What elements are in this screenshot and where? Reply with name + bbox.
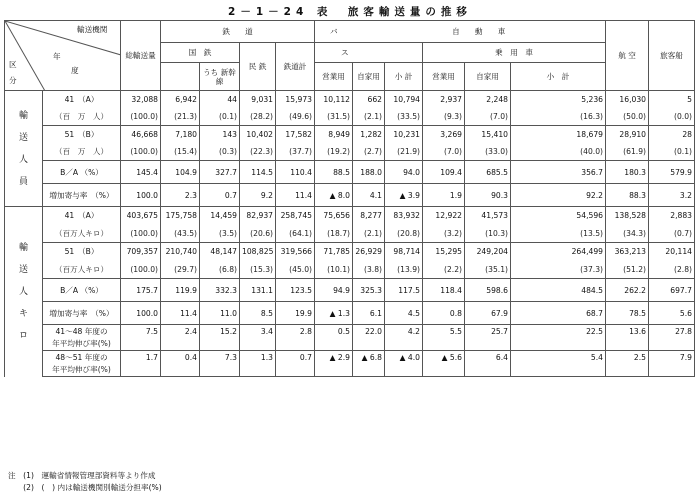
table-cell-value: 68.7 (511, 302, 606, 325)
table-cell-share: (2.7) (353, 144, 385, 161)
row-label: 41 （A） (43, 91, 121, 109)
table-cell-value: 22.5 (511, 325, 606, 338)
table-cell-value: 356.7 (511, 161, 606, 184)
table-cell-value: 9,031 (240, 91, 276, 109)
table-cell-value: 15,295 (423, 243, 465, 261)
table-cell-value: 2.5 (606, 351, 649, 364)
table-cell-share: (34.3) (606, 225, 649, 243)
table-cell-value: 2.4 (161, 325, 200, 338)
table-cell-value: 25.7 (465, 325, 511, 338)
table-cell-value: 10,112 (315, 91, 353, 109)
table-cell-value: 5.5 (423, 325, 465, 338)
header-passenger-car: 乗 用 車 (423, 43, 606, 63)
header-rail-group: 鉄 道 (161, 21, 315, 43)
table-cell-share (353, 338, 385, 351)
table-cell-value: 123.5 (276, 279, 315, 302)
note-line: (2) ( ) 内は輸送機関別輸送分担率(%) (8, 483, 162, 492)
table-cell-value: 18,679 (511, 126, 606, 144)
table-cell-share (276, 364, 315, 377)
table-cell-share: (3.5) (200, 225, 240, 243)
table-cell-value: 22.0 (353, 325, 385, 338)
table-cell-value: 5.4 (511, 351, 606, 364)
table-cell-value: 108,825 (240, 243, 276, 261)
table-cell-value: 685.5 (465, 161, 511, 184)
table-cell-value: 9.2 (240, 184, 276, 207)
table-cell-share: (45.0) (276, 261, 315, 279)
table-cell-share: (28.2) (240, 109, 276, 126)
table-cell-share: (33.0) (465, 144, 511, 161)
table-row (5, 279, 695, 302)
table-cell-value: 188.0 (353, 161, 385, 184)
table-cell-value: 44 (200, 91, 240, 109)
table-cell-value: 175,758 (161, 207, 200, 225)
table-cell-share: (2.1) (353, 109, 385, 126)
table-cell-value: 258,745 (276, 207, 315, 225)
group-label-char: キ (18, 308, 28, 319)
table-cell-value: 54,596 (511, 207, 606, 225)
table-row (5, 126, 695, 144)
header-bus-commercial: 営業用 (315, 63, 353, 91)
table-cell-value: 117.5 (385, 279, 423, 302)
table-cell-value: 2.3 (161, 184, 200, 207)
table-cell-share (465, 338, 511, 351)
corner-year-label-1: 年 (53, 52, 61, 61)
table-cell-value: 28 (649, 126, 695, 144)
table-cell-share: (100.0) (121, 144, 161, 161)
row-label: 増加寄与率 （%） (43, 302, 121, 325)
table-cell-share (121, 364, 161, 377)
table-cell-share: (2.8) (649, 261, 695, 279)
table-cell-share: (51.2) (606, 261, 649, 279)
table-cell-share: (10.1) (315, 261, 353, 279)
table-cell-value: 403,675 (121, 207, 161, 225)
table-cell-share (511, 364, 606, 377)
table-cell-value: 1.7 (121, 351, 161, 364)
table-cell-value: 325.3 (353, 279, 385, 302)
table-cell-share (240, 338, 276, 351)
table-cell-share (649, 364, 695, 377)
table-cell-share (161, 338, 200, 351)
table-cell-value: 5,236 (511, 91, 606, 109)
table-cell-share: (19.2) (315, 144, 353, 161)
row-sublabel: （百万人キロ） (43, 225, 121, 243)
table-cell-share: (20.8) (385, 225, 423, 243)
table-row (5, 325, 695, 338)
table-cell-share: (61.9) (606, 144, 649, 161)
table-cell-value: 67.9 (465, 302, 511, 325)
row-sublabel: （百 万 人） (43, 109, 121, 126)
table-cell-share: (15.3) (240, 261, 276, 279)
table-cell-value: 6.4 (465, 351, 511, 364)
table-cell-value: ▲ 8.0 (315, 184, 353, 207)
table-cell-value: 2,883 (649, 207, 695, 225)
table-cell-value: 88.5 (315, 161, 353, 184)
header-bus: ス (315, 43, 423, 63)
table-cell-share (240, 364, 276, 377)
table-row-share (5, 109, 695, 126)
table-cell-value: 2,248 (465, 91, 511, 109)
header-ship: 旅客船 (649, 21, 695, 91)
table-row-share (5, 225, 695, 243)
table-cell-share: (37.7) (276, 144, 315, 161)
table-cell-value: 7.5 (121, 325, 161, 338)
table-cell-value: 3,269 (423, 126, 465, 144)
table-cell-value: 28,910 (606, 126, 649, 144)
table-cell-value: 138,528 (606, 207, 649, 225)
table-cell-share: (64.1) (276, 225, 315, 243)
table-cell-value: 94.9 (315, 279, 353, 302)
table-cell-value: 4.5 (385, 302, 423, 325)
table-cell-value: 6.1 (353, 302, 385, 325)
table-row-share (5, 364, 695, 377)
header-bus-top: バ (315, 21, 353, 43)
group-label-char: 員 (18, 176, 28, 187)
table-cell-share (121, 338, 161, 351)
table-cell-share: (31.5) (315, 109, 353, 126)
table-row-share (5, 261, 695, 279)
table-cell-value: 180.3 (606, 161, 649, 184)
table-cell-value: 7.3 (200, 351, 240, 364)
notes (8, 470, 162, 494)
table-row-share (5, 338, 695, 351)
table-cell-value: 662 (353, 91, 385, 109)
table-cell-value: 48,147 (200, 243, 240, 261)
table-cell-value: 92.2 (511, 184, 606, 207)
table-cell-share: (0.3) (200, 144, 240, 161)
table-cell-value: 4.2 (385, 325, 423, 338)
table-cell-share: (15.4) (161, 144, 200, 161)
table-cell-share: (3.2) (423, 225, 465, 243)
corner-year-label-2: 度 (71, 66, 79, 75)
table-cell-share: (2.1) (353, 225, 385, 243)
table-cell-value: 11.4 (161, 302, 200, 325)
table-cell-value: 8.5 (240, 302, 276, 325)
table-cell-value: 8,277 (353, 207, 385, 225)
table-cell-share: (0.1) (649, 144, 695, 161)
table-cell-value: 319,566 (276, 243, 315, 261)
table-cell-share: (21.3) (161, 109, 200, 126)
table-cell-share (385, 338, 423, 351)
table-cell-share (649, 338, 695, 351)
table-row-share (5, 144, 695, 161)
table-cell-value: 7,180 (161, 126, 200, 144)
table-cell-value: 78.5 (606, 302, 649, 325)
row-sublabel: 年平均伸び率(%) (43, 364, 121, 377)
row-label: 48～51 年度の (43, 351, 121, 364)
table-cell-share (315, 338, 353, 351)
table-cell-value: 363,213 (606, 243, 649, 261)
table-cell-value: 100.0 (121, 184, 161, 207)
corner-category-label-2: 分 (9, 76, 17, 85)
table-cell-value: 1.3 (240, 351, 276, 364)
group-label-char: 送 (18, 132, 28, 143)
table-cell-value: 3.4 (240, 325, 276, 338)
table-cell-value: 145.4 (121, 161, 161, 184)
table-cell-share: (2.2) (423, 261, 465, 279)
table-cell-share (423, 364, 465, 377)
table-row (5, 207, 695, 225)
table-cell-value: 114.5 (240, 161, 276, 184)
header-air: 航 空 (606, 21, 649, 91)
table-cell-value: 88.3 (606, 184, 649, 207)
table-cell-value: 41,573 (465, 207, 511, 225)
table-cell-share: (10.3) (465, 225, 511, 243)
table-cell-value: 75,656 (315, 207, 353, 225)
table-cell-value: 119.9 (161, 279, 200, 302)
table-cell-share: (6.8) (200, 261, 240, 279)
header-pc-commercial: 営業用 (423, 63, 465, 91)
group-label-char: 輸 (18, 110, 28, 121)
table-cell-value: 131.1 (240, 279, 276, 302)
table-cell-share: (37.3) (511, 261, 606, 279)
table-cell-share (385, 364, 423, 377)
table-cell-value: ▲ 5.6 (423, 351, 465, 364)
table-cell-share (200, 364, 240, 377)
header-bus-subtotal: 小 計 (385, 63, 423, 91)
table-cell-value: 10,402 (240, 126, 276, 144)
corner-transport-label: 輸送機関 (77, 25, 108, 34)
passenger-transport-table (4, 20, 695, 377)
table-cell-value: 109.4 (423, 161, 465, 184)
table-cell-value: 2,937 (423, 91, 465, 109)
header-shinkansen: うち 新幹線 (200, 63, 240, 91)
row-label: 増加寄与率 （%） (43, 184, 121, 207)
table-cell-share: (13.9) (385, 261, 423, 279)
table-cell-value: 1,282 (353, 126, 385, 144)
table-cell-share: (7.0) (423, 144, 465, 161)
table-cell-share (423, 338, 465, 351)
header-kokutetsu-blank (161, 63, 200, 91)
table-cell-value: 264,499 (511, 243, 606, 261)
table-cell-value: 332.3 (200, 279, 240, 302)
row-sublabel: （百 万 人） (43, 144, 121, 161)
table-cell-share: (49.6) (276, 109, 315, 126)
table-cell-share: (100.0) (121, 261, 161, 279)
row-label: 51 （B） (43, 126, 121, 144)
group-label-char: 人 (18, 286, 28, 297)
table-cell-share: (20.6) (240, 225, 276, 243)
table-cell-share (200, 338, 240, 351)
row-label: 41～48 年度の (43, 325, 121, 338)
table-cell-share: (50.0) (606, 109, 649, 126)
note-line: 注 (1) 運輸省情報管理部資料等より作成 (8, 471, 156, 480)
table-cell-share (353, 364, 385, 377)
table-row (5, 184, 695, 207)
table-cell-value: 10,794 (385, 91, 423, 109)
table-cell-value: 0.7 (276, 351, 315, 364)
row-sublabel: （百万人キロ） (43, 261, 121, 279)
table-cell-value: 10,231 (385, 126, 423, 144)
table-cell-share (161, 364, 200, 377)
table-cell-value: 1.9 (423, 184, 465, 207)
group-label-person-km (5, 207, 43, 377)
table-cell-share: (0.1) (200, 109, 240, 126)
table-cell-value: 12,922 (423, 207, 465, 225)
table-cell-share (606, 364, 649, 377)
header-bus-private: 自家用 (353, 63, 385, 91)
table-cell-share: (18.7) (315, 225, 353, 243)
table-cell-share (315, 364, 353, 377)
table-cell-value: ▲ 1.3 (315, 302, 353, 325)
table-cell-value: 104.9 (161, 161, 200, 184)
table-cell-value: 46,668 (121, 126, 161, 144)
table-cell-share (606, 338, 649, 351)
table-cell-share: (13.5) (511, 225, 606, 243)
table-cell-share (465, 364, 511, 377)
table-cell-value: 175.7 (121, 279, 161, 302)
row-label: 41 （A） (43, 207, 121, 225)
group-label-char: ロ (18, 330, 28, 341)
table-cell-share (276, 338, 315, 351)
table-cell-value: 15,973 (276, 91, 315, 109)
group-label-persons (5, 91, 43, 207)
table-cell-value: 249,204 (465, 243, 511, 261)
table-cell-share: (21.9) (385, 144, 423, 161)
table-cell-share: (0.7) (649, 225, 695, 243)
table-cell-value: 94.0 (385, 161, 423, 184)
table-cell-value: 98,714 (385, 243, 423, 261)
table-cell-value: 110.4 (276, 161, 315, 184)
table-cell-value: 20,114 (649, 243, 695, 261)
table-cell-value: 11.0 (200, 302, 240, 325)
table-cell-share: (100.0) (121, 109, 161, 126)
table-cell-value: 697.7 (649, 279, 695, 302)
group-label-char: 人 (18, 154, 28, 165)
table-row (5, 91, 695, 109)
table-title: 2－1－24 表 旅客輸送量の推移 (228, 6, 472, 18)
table-cell-value: 327.7 (200, 161, 240, 184)
table-cell-value: ▲ 2.9 (315, 351, 353, 364)
table-cell-value: 100.0 (121, 302, 161, 325)
table-cell-share: (100.0) (121, 225, 161, 243)
table-cell-value: 17,582 (276, 126, 315, 144)
table-cell-value: 90.3 (465, 184, 511, 207)
table-cell-share: (0.0) (649, 109, 695, 126)
table-cell-value: 118.4 (423, 279, 465, 302)
header-kokutetsu: 国 鉄 (161, 43, 240, 63)
table-cell-value: 11.4 (276, 184, 315, 207)
table-cell-value: 262.2 (606, 279, 649, 302)
header-mintetsu: 民 鉄 (240, 43, 276, 91)
table-cell-share: (9.3) (423, 109, 465, 126)
table-cell-value: 709,357 (121, 243, 161, 261)
table-body (5, 91, 695, 377)
table-cell-value: 82,937 (240, 207, 276, 225)
table-cell-value: 5 (649, 91, 695, 109)
table-cell-value: ▲ 6.8 (353, 351, 385, 364)
table-row (5, 302, 695, 325)
row-label: 51 （B） (43, 243, 121, 261)
table-cell-value: 7.9 (649, 351, 695, 364)
table-row (5, 351, 695, 364)
row-sublabel: 年平均伸び率(%) (43, 338, 121, 351)
header-pc-private: 自家用 (465, 63, 511, 91)
table-cell-value: 4.1 (353, 184, 385, 207)
header-total: 総輸送量 (121, 21, 161, 91)
row-label: B／A （%） (43, 279, 121, 302)
table-cell-share: (7.0) (465, 109, 511, 126)
table-cell-value: 484.5 (511, 279, 606, 302)
table-cell-value: 0.4 (161, 351, 200, 364)
table-cell-value: 19.9 (276, 302, 315, 325)
table-row (5, 243, 695, 261)
table-cell-value: 71,785 (315, 243, 353, 261)
table-cell-value: 0.8 (423, 302, 465, 325)
table-cell-value: 210,740 (161, 243, 200, 261)
table-cell-value: 15.2 (200, 325, 240, 338)
table-cell-share: (29.7) (161, 261, 200, 279)
table-cell-value: 16,030 (606, 91, 649, 109)
table-cell-value: 26,929 (353, 243, 385, 261)
table-cell-share: (43.5) (161, 225, 200, 243)
table-cell-share: (35.1) (465, 261, 511, 279)
table-cell-value: ▲ 3.9 (385, 184, 423, 207)
table-cell-share: (22.3) (240, 144, 276, 161)
group-label-char: 輸 (18, 242, 28, 253)
header-pc-subtotal: 小 計 (511, 63, 606, 91)
corner-category-label-1: 区 (9, 60, 17, 69)
table-cell-share: (33.5) (385, 109, 423, 126)
table-cell-value: 27.8 (649, 325, 695, 338)
header-rail-total: 鉄道計 (276, 43, 315, 91)
table-cell-value: 32,088 (121, 91, 161, 109)
table-cell-value: 579.9 (649, 161, 695, 184)
header-car-group: 自 動 車 (353, 21, 606, 43)
table-cell-value: ▲ 4.0 (385, 351, 423, 364)
table-cell-value: 83,932 (385, 207, 423, 225)
table-cell-value: 2.8 (276, 325, 315, 338)
table-cell-value: 15,410 (465, 126, 511, 144)
table-cell-value: 0.7 (200, 184, 240, 207)
table-cell-value: 14,459 (200, 207, 240, 225)
table-cell-value: 13.6 (606, 325, 649, 338)
table-row (5, 161, 695, 184)
table-cell-value: 143 (200, 126, 240, 144)
row-label: B／A （%） (43, 161, 121, 184)
table-cell-value: 8,949 (315, 126, 353, 144)
table-cell-share: (3.8) (353, 261, 385, 279)
table-cell-value: 5.6 (649, 302, 695, 325)
header-corner (5, 21, 121, 91)
table-cell-share: (16.3) (511, 109, 606, 126)
table-cell-share: (40.0) (511, 144, 606, 161)
table-cell-value: 6,942 (161, 91, 200, 109)
table-cell-value: 3.2 (649, 184, 695, 207)
table-cell-value: 598.6 (465, 279, 511, 302)
table-cell-value: 0.5 (315, 325, 353, 338)
table-cell-share (511, 338, 606, 351)
group-label-char: 送 (18, 264, 28, 275)
